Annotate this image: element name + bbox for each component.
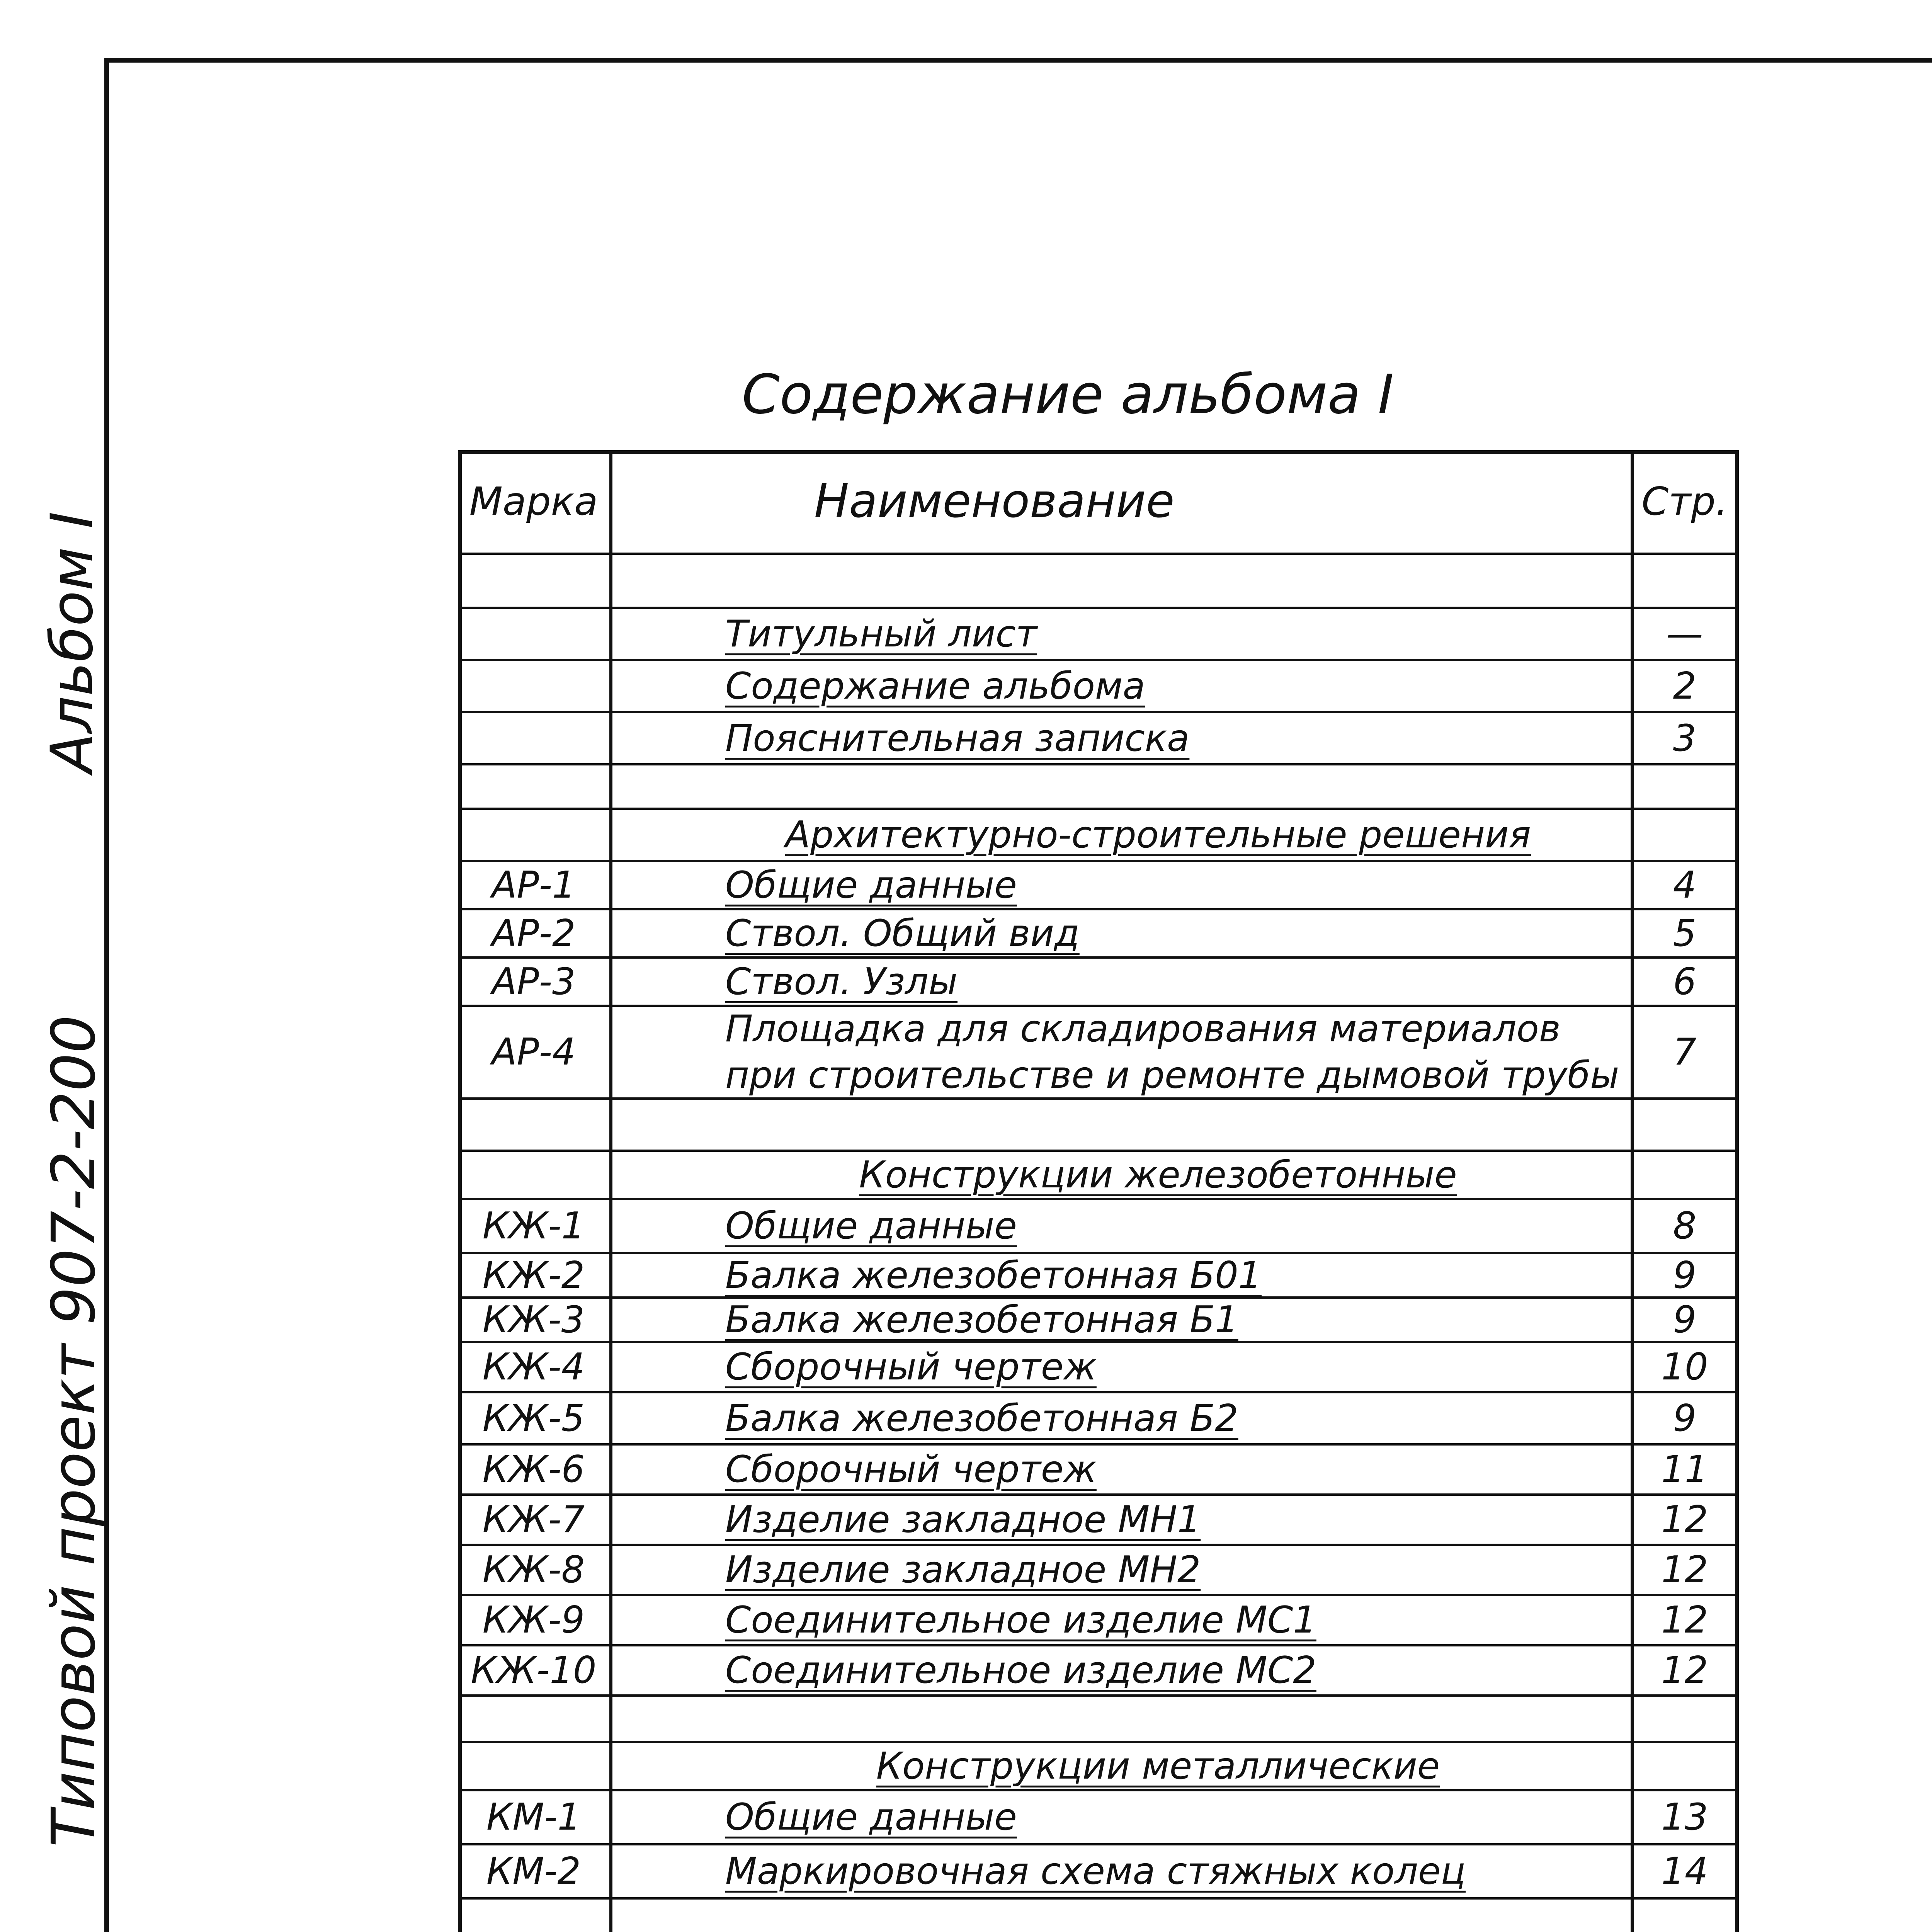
row-page: 9 — [1673, 1254, 1697, 1297]
row-mark: АР-1 — [492, 864, 576, 906]
row-name-text: Общие данные — [725, 864, 1017, 906]
row-mark: КЖ-9 — [482, 1599, 585, 1641]
row-name-text: Сборочный чертеж — [725, 1448, 1097, 1491]
side-album-label: Альбом I — [39, 511, 106, 773]
row-name-text: Балка железобетонная Б01 — [725, 1254, 1262, 1297]
row-page: 13 — [1661, 1796, 1708, 1838]
row-page: 12 — [1661, 1498, 1708, 1541]
row-name-text: Балка железобетонная Б1 — [725, 1298, 1238, 1341]
row-name-text: Общие данные — [725, 1205, 1017, 1247]
table-border — [458, 450, 1739, 1932]
row-name-text: Соединительное изделие МС2 — [725, 1649, 1316, 1692]
row-page: 9 — [1673, 1397, 1697, 1440]
row-name-line-1: Площадка для складирования материалов — [725, 1008, 1561, 1050]
side-project-label: Типовой проект 907-2-200 — [39, 1015, 109, 1847]
row-mark: КЖ-2 — [482, 1254, 585, 1297]
row-name-text: Ствол. Общий вид — [725, 912, 1080, 955]
header-mark: Марка — [469, 479, 598, 524]
row-mark: КЖ-5 — [482, 1397, 585, 1440]
row-page: 2 — [1673, 665, 1697, 707]
row-name-text: Балка железобетонная Б2 — [725, 1397, 1238, 1440]
row-name-text: Архитектурно-строительные решения — [785, 813, 1531, 856]
row-page: 12 — [1661, 1549, 1708, 1591]
row-name-text: Титульный лист — [725, 612, 1037, 655]
row-mark: КЖ-1 — [482, 1205, 585, 1247]
row-name-text: Общие данные — [725, 1796, 1017, 1838]
row-mark: АР-3 — [492, 960, 576, 1003]
row-name-text: Ствол. Узлы — [725, 960, 958, 1003]
row-mark: КМ-1 — [486, 1796, 581, 1838]
row-mark: КМ-2 — [486, 1850, 581, 1893]
row-name-text: Сборочный чертеж — [725, 1346, 1097, 1388]
row-page: 9 — [1673, 1298, 1697, 1341]
row-mark: КЖ-8 — [482, 1549, 585, 1591]
page-title: Содержание альбома I — [742, 363, 1394, 426]
row-name-text: Конструкции металлические — [876, 1745, 1440, 1787]
row-page: 8 — [1673, 1205, 1697, 1247]
row-page: 5 — [1673, 912, 1697, 955]
row-name-text: Пояснительная записка — [725, 717, 1190, 760]
row-page: 14 — [1661, 1850, 1708, 1893]
row-page: 7 — [1673, 1031, 1697, 1073]
row-name-text: Маркировочная схема стяжных колец — [725, 1850, 1466, 1893]
row-name-text: Содержание альбома — [725, 665, 1145, 707]
row-mark: КЖ-4 — [482, 1346, 585, 1388]
row-name-line-2: при строительстве и ремонте дымовой трубы — [725, 1054, 1619, 1097]
row-page: — — [1666, 612, 1703, 655]
row-name-text: Изделие закладное МН1 — [725, 1498, 1201, 1541]
row-page: 12 — [1661, 1649, 1708, 1692]
row-page: 11 — [1661, 1448, 1708, 1491]
row-page: 12 — [1661, 1599, 1708, 1641]
row-mark: КЖ-10 — [471, 1649, 597, 1692]
row-page: 6 — [1673, 960, 1697, 1003]
row-name-text: Соединительное изделие МС1 — [725, 1599, 1316, 1641]
contents-table — [458, 450, 1739, 1932]
row-page: 3 — [1673, 717, 1697, 760]
row-mark: АР-2 — [492, 912, 576, 955]
row-name-text: Изделие закладное МН2 — [725, 1549, 1201, 1591]
row-page: 10 — [1661, 1346, 1708, 1388]
header-name: Наименование — [814, 474, 1175, 528]
row-mark: АР-4 — [492, 1031, 576, 1073]
row-mark: КЖ-6 — [482, 1448, 585, 1491]
row-mark: КЖ-3 — [482, 1298, 585, 1341]
row-page: 4 — [1673, 864, 1697, 906]
header-page: Стр. — [1641, 479, 1728, 524]
row-mark: КЖ-7 — [482, 1498, 585, 1541]
row-name-text: Конструкции железобетонные — [859, 1153, 1457, 1196]
